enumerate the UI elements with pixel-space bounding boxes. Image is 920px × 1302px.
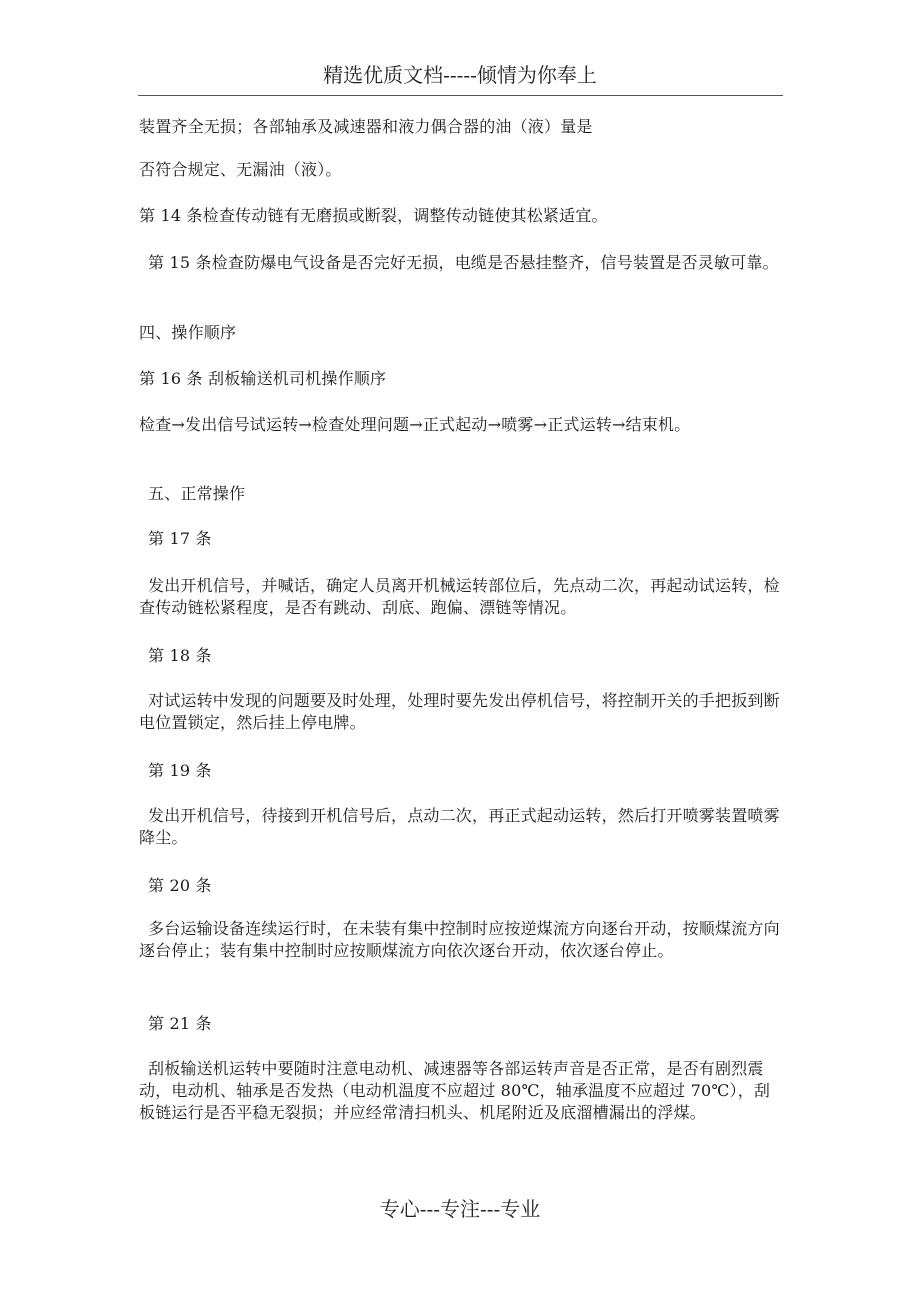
article-18-heading: 第 18 条 bbox=[148, 646, 212, 665]
article-15: 第 15 条检查防爆电气设备是否完好无损，电缆是否悬挂整齐，信号装置是否灵敏可靠。 bbox=[148, 253, 779, 272]
article-21-body: 刮板输送机运转中要随时注意电动机、减速器等各部运转声音是否正常，是否有剧烈震动，电动机、轴承是否发热（电动机温度不应超过 80℃，轴承温度不应超过 70℃），刮板链运行是否平稳无裂损；并应经常清扫机头、机尾附近及底溜槽漏出的浮煤。 bbox=[139, 1059, 771, 1122]
header-divider bbox=[138, 95, 783, 96]
article-16: 第 16 条 刮板输送机司机操作顺序 bbox=[139, 369, 387, 388]
article-20-body: 多台运输设备连续运行时，在未装有集中控制时应按逆煤流方向逐台开动，按顺煤流方向逐台停止；装有集中控制时应按顺煤流方向依次逐台开动，依次逐台停止。 bbox=[139, 919, 780, 960]
page-footer: 专心---专注---专业 bbox=[379, 1197, 541, 1221]
article-21-heading: 第 21 条 bbox=[148, 1014, 212, 1033]
article-19-heading: 第 19 条 bbox=[148, 761, 212, 780]
article-20-heading: 第 20 条 bbox=[148, 876, 212, 895]
article-17-body: 发出开机信号，并喊话，确定人员离开机械运转部位后，先点动二次，再起动试运转，检查传动链松紧程度，是否有跳动、刮底、跑偏、漂链等情况。 bbox=[139, 576, 780, 617]
section-heading-4: 四、操作顺序 bbox=[139, 323, 237, 342]
paragraph-1: 装置齐全无损；各部轴承及减速器和液力偶合器的油（液）量是 bbox=[139, 117, 593, 136]
operation-sequence: 检查→发出信号试运转→检查处理问题→正式起动→喷雾→正式运转→结束机。 bbox=[139, 415, 691, 434]
section-heading-5: 五、正常操作 bbox=[148, 484, 246, 503]
page-header-title: 精选优质文档-----倾情为你奉上 bbox=[323, 63, 597, 87]
article-17-heading: 第 17 条 bbox=[148, 529, 212, 548]
paragraph-2: 否符合规定、无漏油（液）。 bbox=[139, 160, 342, 179]
article-14: 第 14 条检查传动链有无磨损或断裂，调整传动链使其松紧适宜。 bbox=[139, 206, 608, 225]
article-19-body: 发出开机信号，待接到开机信号后，点动二次，再正式起动运转，然后打开喷雾装置喷雾降尘。 bbox=[139, 806, 780, 847]
article-18-body: 对试运转中发现的问题要及时处理，处理时要先发出停机信号，将控制开关的手把扳到断电位置锁定，然后挂上停电牌。 bbox=[139, 691, 780, 732]
